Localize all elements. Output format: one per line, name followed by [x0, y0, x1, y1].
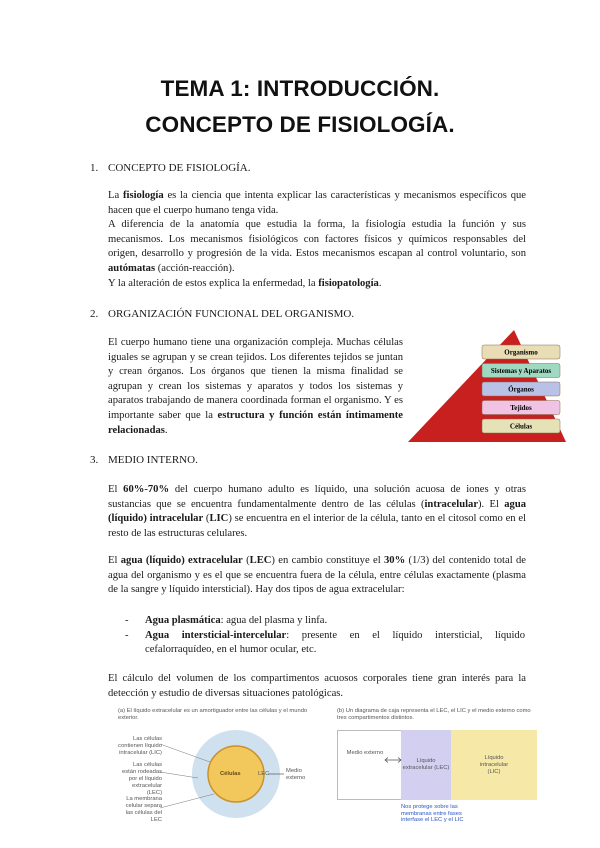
label-extracellular: Las células están rodeadas por el líquido extracelular (LEC) — [122, 762, 162, 796]
section-2-heading — [90, 308, 354, 320]
list-item: - Agua intersticial-intercelular: presente en el líquido intersticial, líquido cefalorraquídeo, en el humor ocular, etc. — [125, 629, 525, 656]
membrane-note: Nos protege sobre las membranas entre fases interfase el LEC y el LIC — [401, 804, 464, 824]
label-membrane: La membrana celular separa las células del LEC — [125, 796, 162, 823]
cell-label: Células — [220, 771, 241, 777]
section-3-paragraph-3: El cálculo del volumen de los compartimentos acuosos corporales tiene gran interés para la detección y estudio de diversas situaciones patológicas. — [108, 673, 526, 699]
list-item: - Agua plasmática: agua del plasma y linfa. — [125, 615, 328, 626]
pyramid-level-label: Órganos — [508, 385, 534, 394]
extracellular-types-list — [125, 614, 525, 658]
section-number: 2. — [90, 308, 99, 320]
pyramid-level-label: Sistemas y Aparatos — [490, 367, 552, 375]
section-3-paragraph-1: El 60%-70% del cuerpo humano adulto es líquido, una solución acuosa de iones y otras sustancias que se encuentra fundamentalmente dentro de las células (intracelular). El agua (líquido) intracelular (LIC) se encuentra en el interior de la célula, tanto en el citosol como en el resto de las estructuras celulares. — [108, 484, 527, 539]
paragraph: Y la alteración de estos explica la enfermedad, la fisiopatología. — [108, 277, 382, 289]
figure-b-compartments-box-diagram — [337, 708, 537, 824]
pyramid-level-label: Organismo — [504, 348, 538, 357]
box-extracellular-fluid: Líquido extracelular (LEC) — [401, 730, 451, 800]
section-3-heading — [90, 454, 198, 466]
box-external-medium: Medio externo — [346, 750, 384, 756]
organization-pyramid-figure — [408, 328, 566, 444]
lec-label: LEC — [258, 771, 270, 777]
page-title-line-2: CONCEPTO DE FISIOLOGÍA. — [145, 112, 455, 137]
paragraph: La fisiología es la ciencia que intenta explicar las características y mecanismos específicos que hacen que el cuerpo humano tenga vida. — [108, 190, 526, 216]
pyramid-level-label: Células — [509, 422, 533, 431]
arrow-icon — [383, 756, 403, 764]
section-number: 3. — [90, 454, 99, 466]
box-intracellular-fluid: Líquido intracelular (LIC) — [451, 730, 537, 800]
section-2-body — [108, 336, 403, 438]
section-title: ORGANIZACIÓN FUNCIONAL DEL ORGANISMO. — [108, 308, 355, 320]
figure-b-caption: (b) Un diagrama de caja representa el LEC, el LIC y el medio externo como tres compartimentos distintos. — [337, 708, 531, 721]
paragraph: A diferencia de la anatomía que estudia la forma, la fisiología estudia la función y sus mecanismos. Los mecanismos fisiológicos con factores físicos y químicos responsables del origen, desarrollo y progresión de la vida. Estos mecanismos escapan al control voluntario, son autómatas (acción-reacción). — [108, 219, 526, 274]
section-1-body — [108, 189, 526, 291]
section-1-heading — [90, 162, 251, 174]
paragraph: El cuerpo humano tiene una organización compleja. Muchas células iguales se agrupan y se crean tejidos. Los diferentes tejidos se juntan y crean órganos. Los órganos que tienen la misma finalidad se agrupan y crean los sistemas y aparatos y todos los sistemas y aparatos trabajando de manera coordinada forman el organismo. Y es importante saber que la estructura y función están íntimamente relacionadas. — [108, 337, 403, 436]
label-intracellular: Las células contienen líquido intracelular (LIC) — [118, 736, 162, 756]
section-3-paragraph-2: El agua (líquido) extracelular (LEC) en cambio constituye el 30% (1/3) del contenido total de agua del organismo y es el que se encuentra fuera de la célula, entre células exactamente (plasma de la sangre y líquido intersticial). Hay dos tipos de agua extracelular: — [108, 555, 526, 596]
figure-a-extracellular-buffer — [118, 708, 318, 824]
section-number: 1. — [90, 162, 99, 174]
outside-label: Medio externo — [286, 768, 306, 781]
pyramid-level-label: Tejidos — [510, 404, 532, 412]
section-title: CONCEPTO DE FISIOLOGÍA. — [108, 162, 251, 174]
section-title: MEDIO INTERNO. — [108, 454, 198, 466]
page-title-line-1: TEMA 1: INTRODUCCIÓN. — [160, 76, 440, 101]
figure-a-caption: (a) El líquido extracelular es un amortiguador entre las células y el mundo exterior. — [118, 708, 308, 721]
